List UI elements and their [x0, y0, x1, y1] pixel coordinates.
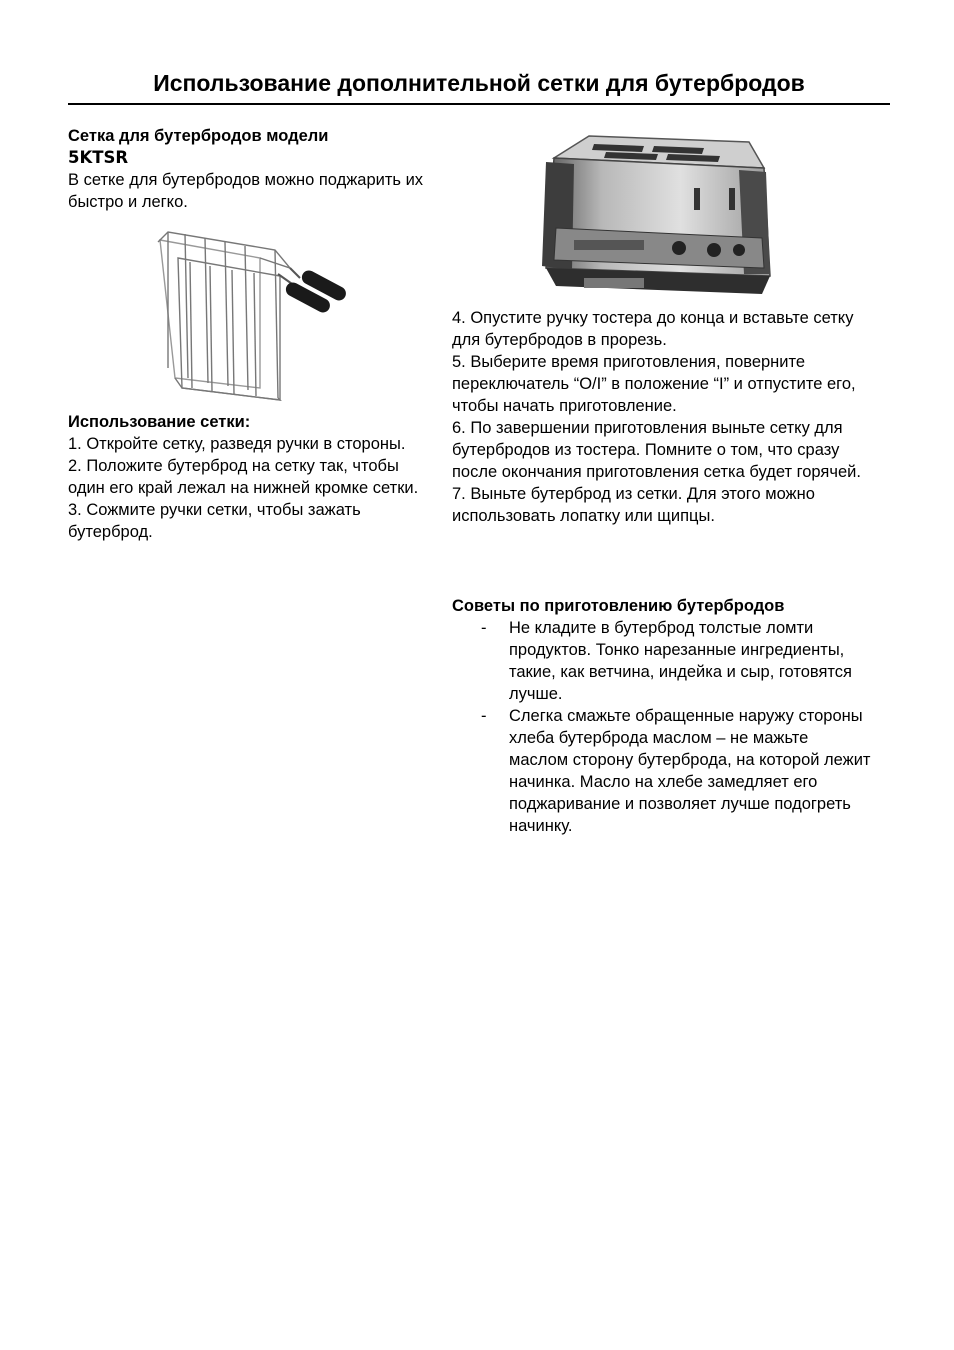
left-column-usage — [68, 411, 428, 543]
rack-heading: Сетка для бутербродов модели — [68, 127, 329, 145]
step-5: 5. Выберите время приготовления, поверните переключатель “O/I” в положение “I” и отпустите его, чтобы начать приготовление. — [452, 353, 856, 415]
tip-text: Слегка смажьте обращенные наружу стороны хлеба бутерброда маслом – не мажьте маслом сторону бутерброда, на которой лежит начинка. Масло на хлебе замедляет его поджаривание и позволяет лучше подогреть начинку. — [509, 707, 871, 835]
tip-text: Не кладите в бутерброд толстые ломти продуктов. Тонко нарезанные ингредиенты, такие, как ветчина, индейка и сыр, готовятся лучше. — [509, 619, 852, 703]
step-3: 3. Сожмите ручки сетки, чтобы зажать бутерброд. — [68, 501, 361, 541]
toaster-illustration — [534, 128, 774, 300]
tip-item — [452, 617, 872, 705]
step-1: 1. Откройте сетку, разведя ручки в стороны. — [68, 435, 406, 453]
step-2: 2. Положите бутерброд на сетку так, чтобы один его край лежал на нижней кромке сетки. — [68, 457, 419, 497]
model-number: 5KTSR — [68, 148, 129, 167]
tips-heading: Советы по приготовлению бутербродов — [452, 597, 785, 615]
step-7: 7. Выньте бутерброд из сетки. Для этого можно использовать лопатку или щипцы. — [452, 485, 815, 525]
left-column-intro — [68, 125, 428, 213]
usage-heading: Использование сетки: — [68, 413, 251, 431]
step-6: 6. По завершении приготовления выньте сетку для бутербродов из тостера. Помните о том, что сразу после окончания приготовления сетка будет горячей. — [452, 419, 861, 481]
step-4: 4. Опустите ручку тостера до конца и вставьте сетку для бутербродов в прорезь. — [452, 309, 854, 349]
sandwich-rack-illustration — [150, 228, 360, 403]
title-rule — [68, 103, 890, 105]
tip-item — [452, 705, 872, 837]
tip-marker: - — [481, 619, 487, 637]
right-column-steps — [452, 307, 872, 527]
tips-list — [452, 617, 872, 837]
right-column-tips — [452, 595, 872, 837]
rack-intro-text: В сетке для бутербродов можно поджарить их быстро и легко. — [68, 171, 424, 211]
page-title: Использование дополнительной сетки для бутербродов — [153, 70, 805, 96]
tip-marker: - — [481, 707, 487, 725]
